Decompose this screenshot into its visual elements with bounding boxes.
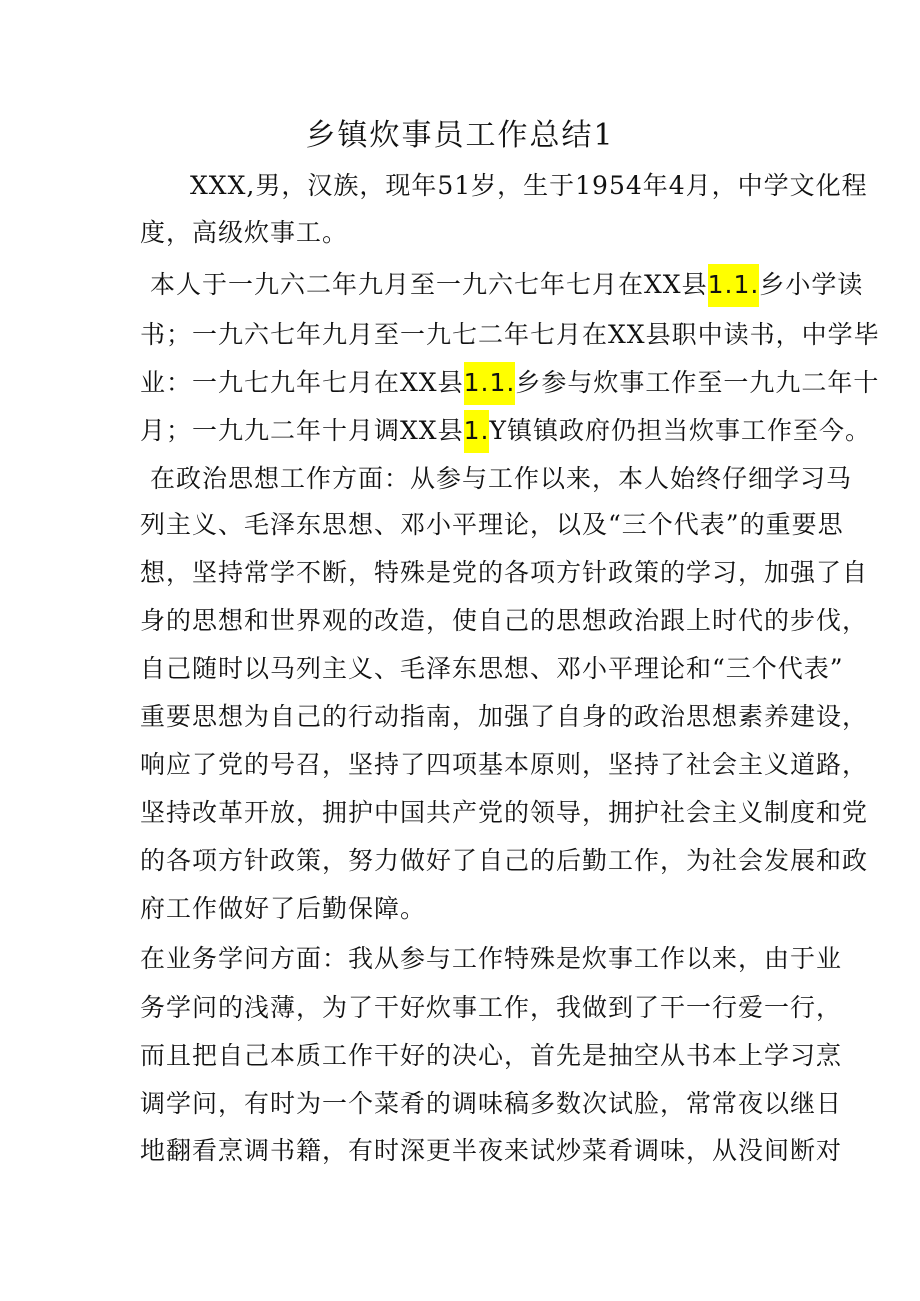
line-text: 本人于一九六二年九月至一九六七年七月在XX县	[150, 270, 708, 299]
paragraph-line: 地翻看烹调书籍，有时深更半夜来试炒菜肴调味，从没间断对	[140, 1136, 843, 1165]
line-text: 乡参与炊事工作至一九九二年十	[515, 368, 880, 397]
line-text: Y镇镇政府仍担当炊事工作至今。	[489, 416, 871, 445]
paragraph-line	[140, 360, 879, 406]
line-text: 业：一九七九年七月在XX县	[140, 368, 464, 397]
paragraph-line: 想，坚持常学不断，特殊是党的各项方针政策的学习，加强了自	[140, 558, 869, 587]
highlighted-number: 1.1.	[464, 362, 516, 405]
line-text: 乡小学读	[759, 270, 864, 299]
paragraph-line: 身的思想和世界观的改造，使自己的思想政治跟上时代的步伐，	[140, 606, 869, 635]
paragraph-line: 响应了党的号召，坚持了四项基本原则，坚持了社会主义道路，	[140, 750, 869, 779]
paragraph-line: 坚持改革开放，拥护中国共产党的领导，拥护社会主义制度和党	[140, 798, 869, 827]
paragraph-line: 而且把自己本质工作干好的决心，首先是抽空从书本上学习烹	[140, 1041, 843, 1070]
page-title: 乡镇炊事员工作总结1	[305, 118, 615, 153]
paragraph-line: 列主义、毛泽东思想、邓小平理论，以及“三个代表”的重要思	[140, 510, 844, 539]
paragraph-line	[150, 262, 863, 308]
paragraph-line: XXX,男，汉族，现年51岁，生于1954年4月，中学文化程	[190, 171, 868, 200]
paragraph-line: 调学问，有时为一个菜肴的调味稿多数次试脸，常常夜以继日	[140, 1089, 843, 1118]
highlighted-number: 1.	[464, 410, 490, 453]
paragraph-line: 自己随时以马列主义、毛泽东思想、邓小平理论和“三个代表”	[140, 654, 844, 683]
paragraph-line: 书；一九六七年九月至一九七二年七月在XX县职中读书，中学毕	[140, 320, 880, 349]
paragraph-line: 重要思想为自己的行动指南，加强了自身的政治思想素养建设，	[140, 702, 869, 731]
line-text: 月；一九九二年十月调XX县	[140, 416, 464, 445]
paragraph-line: 在业务学问方面：我从参与工作特殊是炊事工作以来，由于业	[140, 944, 843, 973]
paragraph-line: 度，高级炊事工。	[140, 218, 349, 247]
highlighted-number: 1.1.	[708, 264, 760, 307]
paragraph-line: 务学问的浅薄，为了干好炊事工作，我做到了干一行爱一行，	[140, 993, 843, 1022]
paragraph-line: 在政治思想工作方面：从参与工作以来，本人始终仔细学习马	[150, 464, 853, 493]
paragraph-line	[140, 408, 871, 454]
paragraph-line: 的各项方针政策，努力做好了自己的后勤工作，为社会发展和政	[140, 846, 869, 875]
paragraph-line: 府工作做好了后勤保障。	[140, 894, 427, 923]
